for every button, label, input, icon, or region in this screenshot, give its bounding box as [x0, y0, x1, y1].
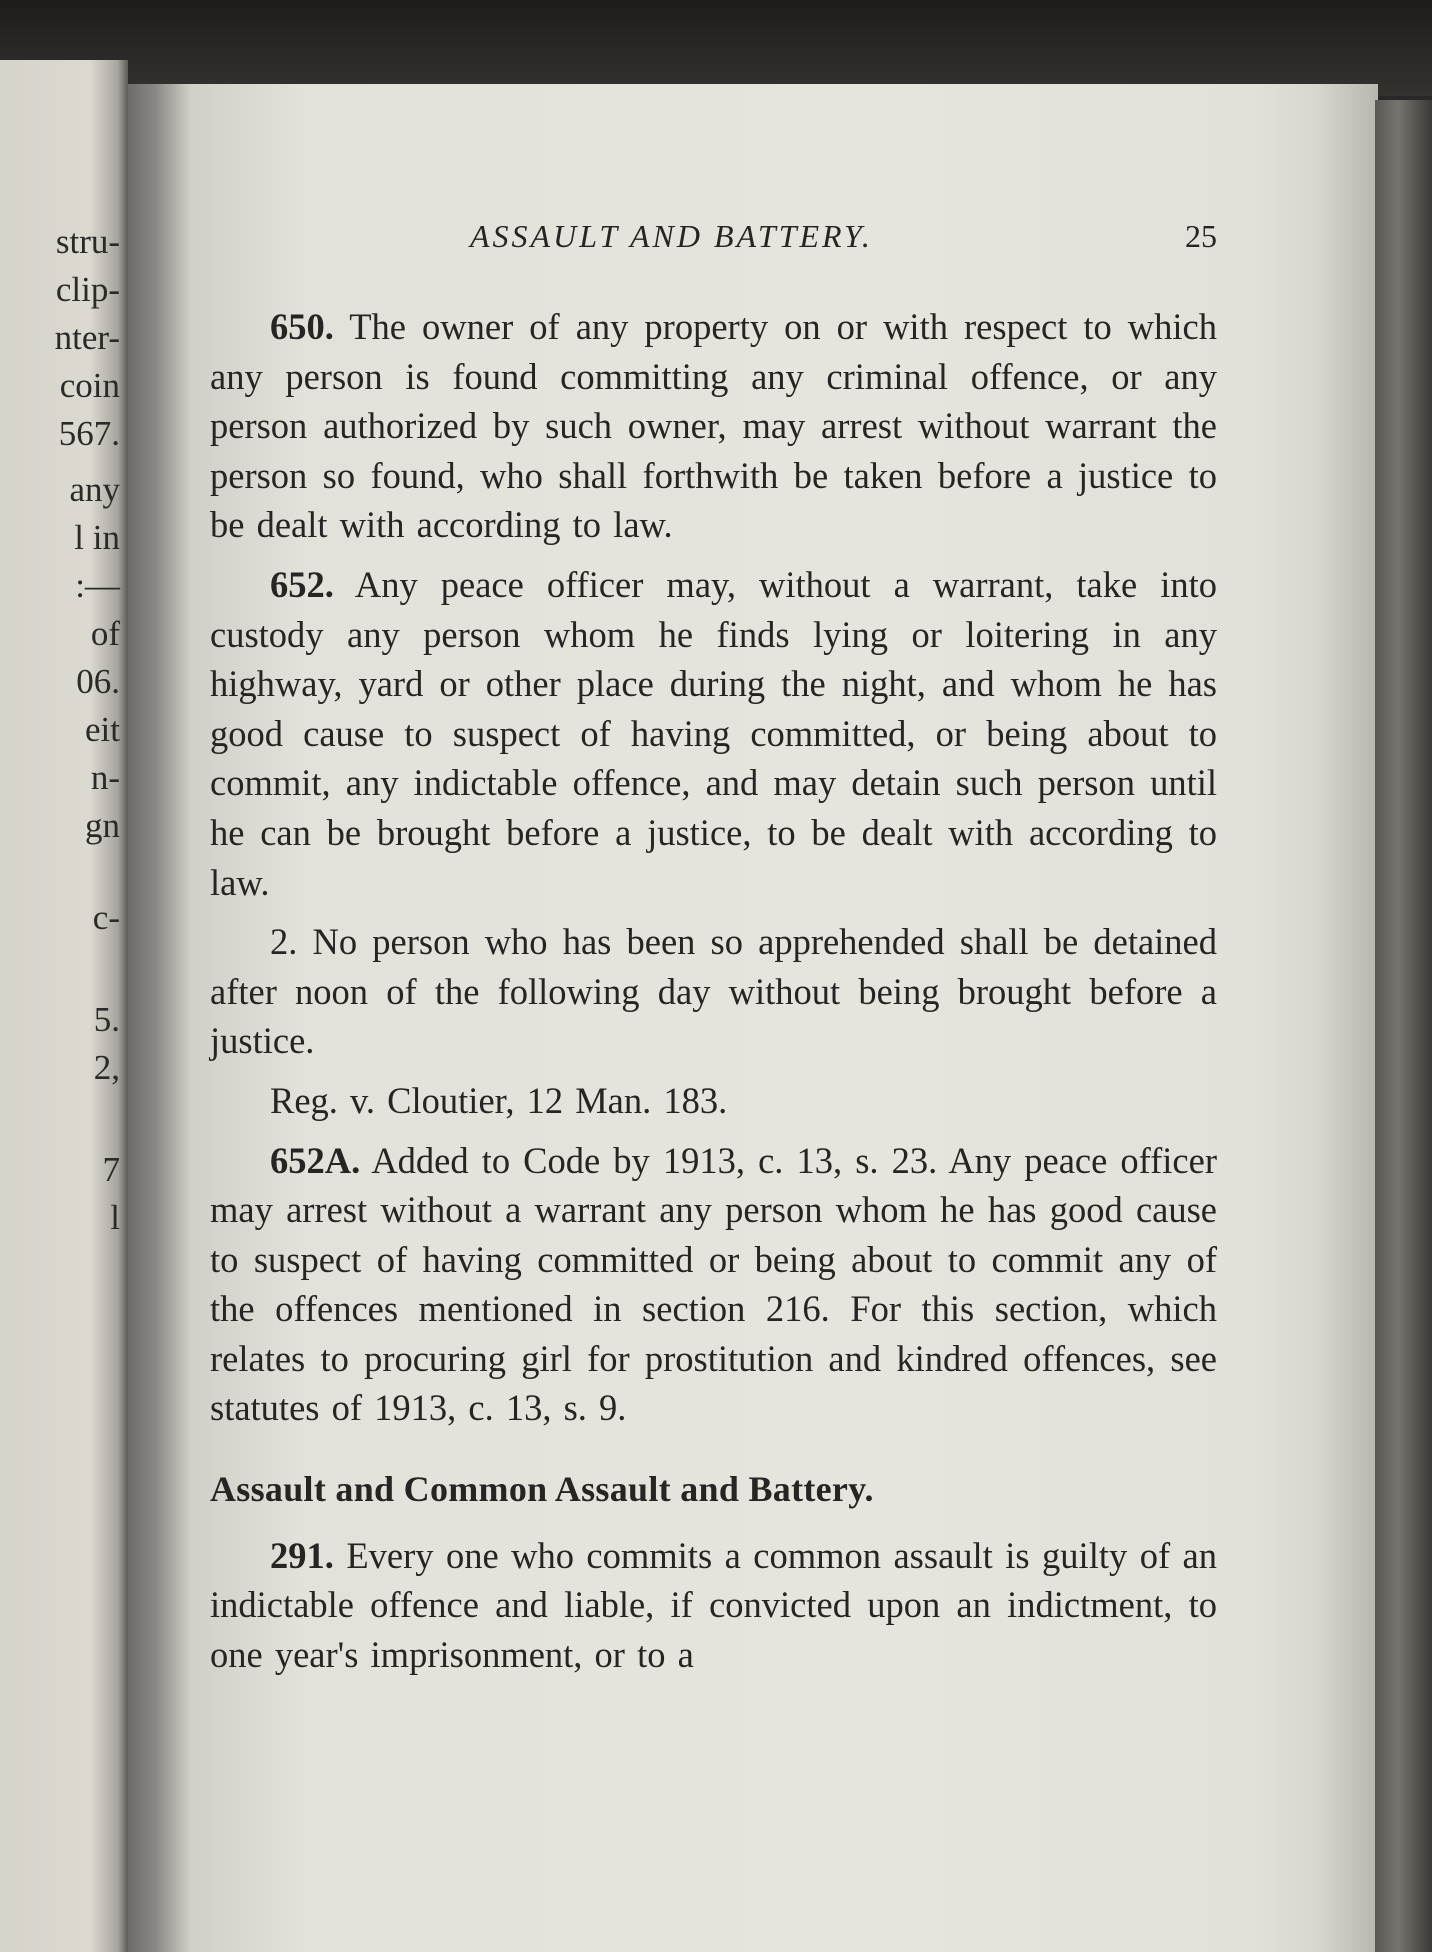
section-text: The owner of any property on or with respect to which any person is found committing any criminal offence, or any person authorized by such owner, may arrest without warrant the person so found, who shall forthwith be taken before a justice to be dealt with according to law. [210, 306, 1217, 546]
facing-page-fragment: clip- [55, 270, 120, 309]
section-paragraph [210, 1531, 1217, 1680]
subsection-paragraph [210, 917, 1217, 1066]
facing-page-fragment: 7 [102, 1150, 120, 1189]
page-content [210, 212, 1217, 1689]
section-heading: Assault and Common Assault and Battery. [210, 1469, 874, 1510]
facing-page-fragment: coin [59, 366, 120, 405]
facing-page-fragment: 2, [93, 1048, 120, 1087]
section-text: Any peace officer may, without a warrant, take into custody any person whom he finds lying or loitering in any highway, yard or other place during the night, and whom he has good cause to suspect of having committed, or being about to commit, any indictable offence, and may detain such person until he can be brought before a justice, to be dealt with according to law. [210, 563, 1217, 903]
section-number: 652. [270, 563, 334, 605]
section-paragraph [210, 560, 1217, 907]
section-paragraph [210, 1136, 1217, 1434]
running-head-title: ASSAULT AND BATTERY. [470, 218, 873, 254]
facing-page-fragment: :— [75, 566, 120, 605]
facing-page-fragment: l [110, 1198, 120, 1237]
facing-page-fragment: l in [74, 518, 120, 557]
section-paragraph [210, 302, 1217, 550]
section-text: Added to Code by 1913, c. 13, s. 23. Any peace officer may arrest without a warrant any person whom he has good cause to suspect of having committed or being about to commit any of the offences mentioned in section 216. For this section, which relates to procuring girl for prostitution and kindred offences, see statutes of 1913, c. 13, s. 9. [210, 1139, 1217, 1429]
case-citation [210, 1076, 1217, 1126]
facing-page-fragment: n- [90, 758, 120, 797]
running-head [210, 212, 1217, 262]
page-number: 25 [1185, 218, 1217, 254]
facing-page-fragment: of [90, 614, 120, 653]
facing-page-edge [0, 60, 128, 1952]
section-number: 291. [270, 1534, 334, 1576]
facing-page-fragment: 567. [58, 414, 120, 453]
section-number: 650. [270, 306, 334, 347]
facing-page-fragment: eit [85, 710, 120, 749]
facing-page-fragment: any [69, 470, 120, 509]
citation-text: Reg. v. Cloutier, 12 Man. 183. [270, 1079, 728, 1121]
facing-page-fragment: c- [92, 898, 120, 937]
facing-page-fragment: gn [85, 806, 120, 845]
section-text: Every one who commits a common assault is guilty of an indictable offence and liable, if convicted upon an indictment, to one year's imprisonment, or to a [210, 1534, 1218, 1675]
section-text: 2. No person who has been so apprehended shall be detained after noon of the following day without being brought before a justice. [210, 921, 1217, 1062]
section-number: 652A. [270, 1139, 361, 1181]
facing-page-fragment: stru- [55, 222, 120, 261]
scan-top-border [0, 0, 1432, 96]
facing-page-fragment: 06. [76, 662, 120, 701]
facing-page-fragment: 5. [93, 1000, 120, 1039]
page-right-edge [1375, 100, 1432, 1952]
facing-page-fragment: nter- [54, 318, 120, 357]
